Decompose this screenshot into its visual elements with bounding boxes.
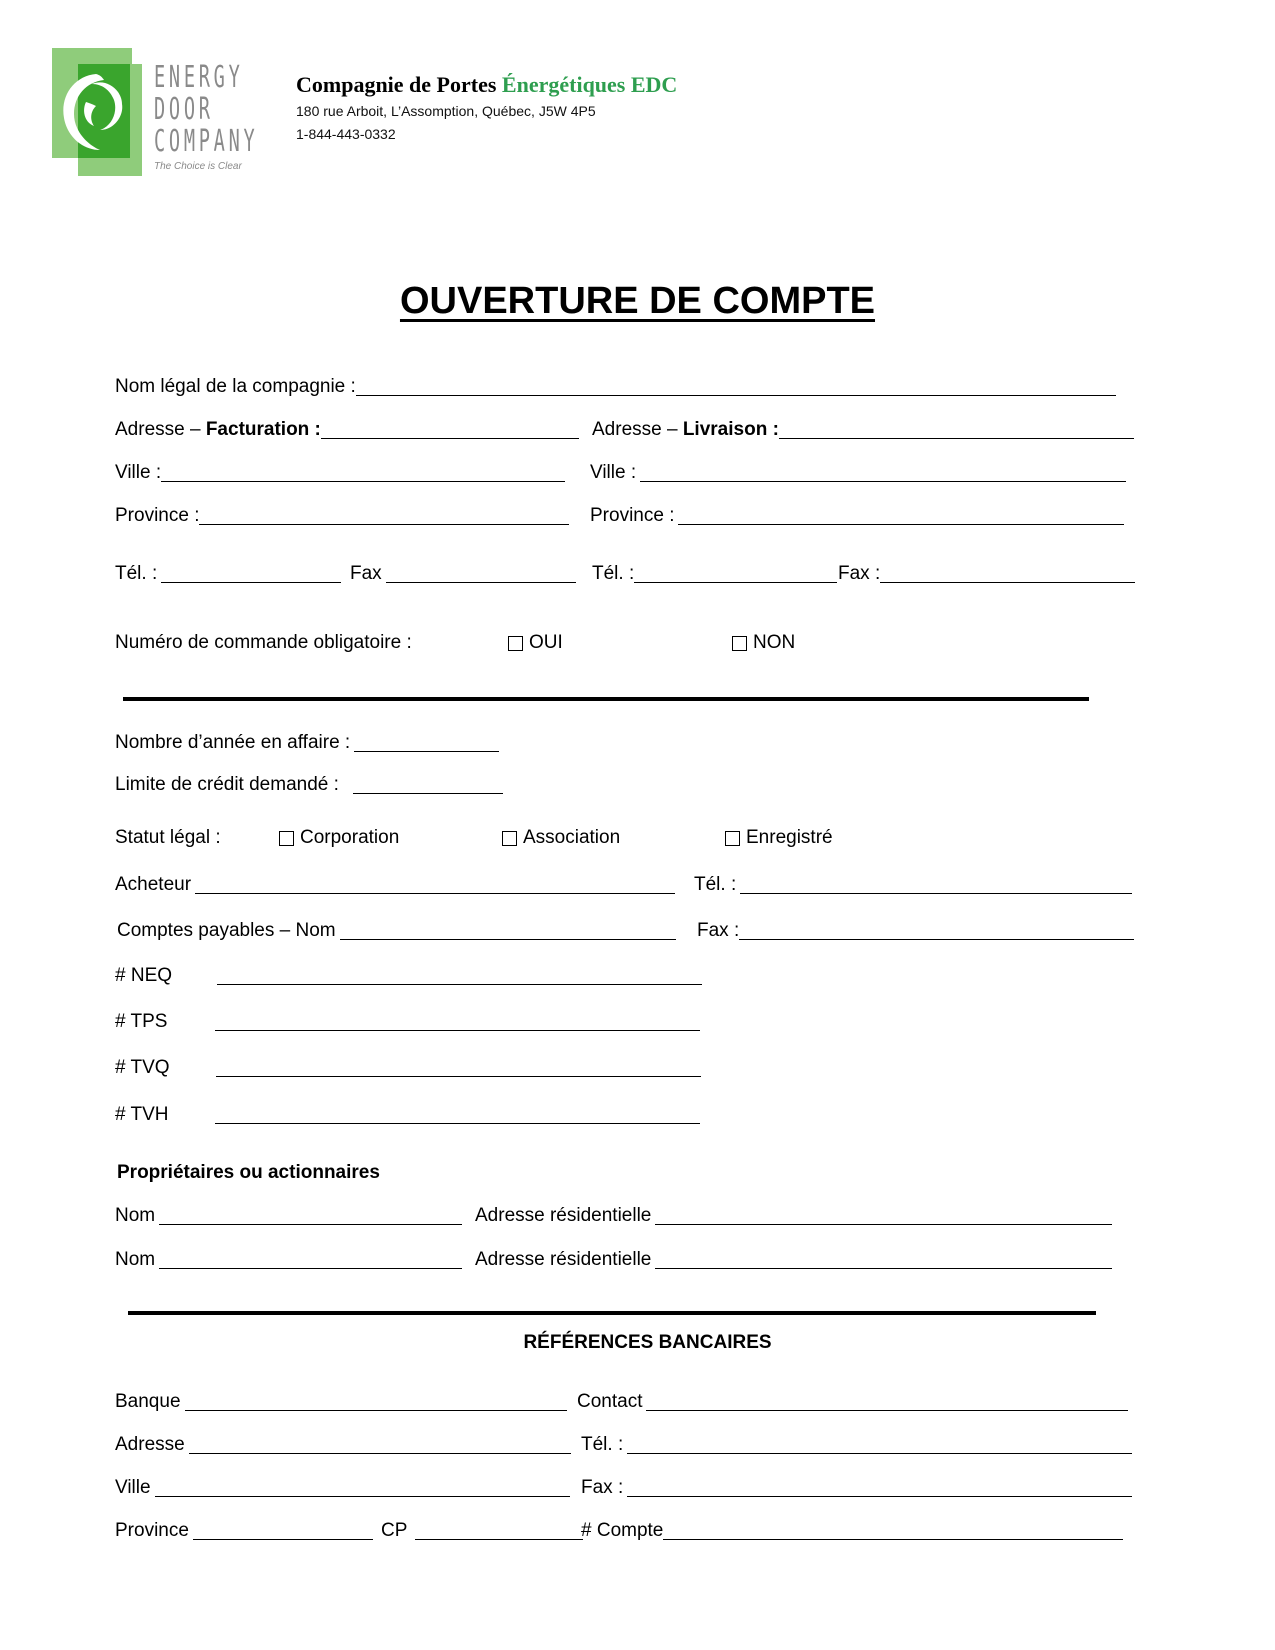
years-in-business-input[interactable] [354,733,499,752]
shipping-province-field [590,501,1124,527]
ap-fax-label: Fax : [697,920,740,941]
legal-status-association-checkbox[interactable] [502,827,620,849]
shipping-city-field [590,458,1126,484]
buyer-input[interactable] [195,875,675,894]
bank-contact-field [577,1387,1128,1413]
bank-postal-code-label: CP [381,1520,408,1541]
shipping-tel-input[interactable] [634,564,837,583]
swirl-icon [56,66,134,156]
checkbox-icon[interactable] [508,636,523,651]
association-label: Association [523,827,621,848]
enregistre-label: Enregistré [746,827,833,848]
checkbox-icon[interactable] [502,831,517,846]
tps-input[interactable] [215,1012,700,1031]
legal-name-label: Nom légal de la compagnie : [115,376,356,397]
po-oui-label: OUI [529,632,563,653]
po-non-label: NON [753,632,796,653]
billing-city-field [115,458,565,484]
buyer-tel-label: Tél. : [694,874,737,895]
section-divider [123,697,1089,701]
owner-address-label: Adresse résidentielle [475,1205,652,1226]
owner-2-address-input[interactable] [655,1250,1112,1269]
legal-name-input[interactable] [356,377,1116,396]
shipping-fax-field [838,559,1135,585]
bank-province-field [115,1516,373,1542]
shipping-fax-input[interactable] [880,564,1135,583]
billing-fax-field [350,559,576,585]
legal-status-label: Statut légal : [115,827,221,848]
tps-field [115,1007,700,1033]
bank-contact-input[interactable] [646,1392,1128,1411]
company-phone: 1-844-443-0332 [296,126,396,142]
shipping-address-input[interactable] [779,420,1134,439]
shipping-fax-label: Fax : [838,563,881,584]
shipping-city-label: Ville : [590,462,637,483]
shipping-province-label: Province : [590,505,675,526]
po-required-oui-checkbox[interactable] [508,632,563,654]
shipping-address-label: Adresse – Livraison : [592,419,779,440]
billing-province-label: Province : [115,505,200,526]
buyer-label: Acheteur [115,874,192,895]
billing-tel-input[interactable] [161,564,341,583]
neq-label: # NEQ [115,965,173,986]
years-in-business-field [115,728,499,754]
billing-tel-label: Tél. : [115,563,158,584]
po-required-non-checkbox[interactable] [732,632,795,654]
billing-fax-input[interactable] [386,564,576,583]
bank-postal-code-field [381,1516,583,1542]
checkbox-icon[interactable] [725,831,740,846]
neq-input[interactable] [217,966,702,985]
owner-name-label: Nom [115,1205,156,1226]
bank-tel-input[interactable] [627,1435,1132,1454]
logo-tagline: The Choice is Clear [154,161,242,172]
bank-account-field [581,1516,1123,1542]
tvq-label: # TVQ [115,1057,170,1078]
bank-tel-field [581,1430,1132,1456]
bank-tel-label: Tél. : [581,1434,624,1455]
company-address: 180 rue Arboit, L’Assomption, Québec, J5W 4P5 [296,103,596,119]
shipping-city-input[interactable] [640,463,1126,482]
tvq-input[interactable] [216,1058,701,1077]
bank-city-input[interactable] [155,1478,570,1497]
billing-province-field [115,501,569,527]
billing-city-label: Ville : [115,462,162,483]
shipping-tel-field [592,559,837,585]
po-required-field [115,628,412,654]
page-title-text: OUVERTURE DE COMPTE [399,280,876,322]
tvh-field [115,1100,700,1126]
legal-status-enregistre-checkbox[interactable] [725,827,833,849]
owner-2-name-field [115,1245,462,1271]
billing-city-input[interactable] [161,463,565,482]
logo-wordmark [154,60,259,159]
bank-name-field [115,1387,567,1413]
bank-city-label: Ville [115,1477,151,1498]
ap-name-field [117,916,676,942]
bank-fax-input[interactable] [627,1478,1132,1497]
tvh-label: # TVH [115,1104,169,1125]
billing-province-input[interactable] [199,506,569,525]
shipping-province-input[interactable] [678,506,1124,525]
company-name-part1: Compagnie de Portes [296,72,502,97]
section-divider [128,1311,1096,1315]
owner-2-name-input[interactable] [159,1250,462,1269]
ap-fax-field [697,916,1134,942]
neq-field [115,961,702,987]
checkbox-icon[interactable] [279,831,294,846]
credit-limit-input[interactable] [353,775,503,794]
buyer-tel-input[interactable] [740,875,1132,894]
bank-account-input[interactable] [663,1521,1123,1540]
buyer-field [115,870,675,896]
ap-fax-input[interactable] [739,921,1134,940]
logo-line-company: COMPANY [154,124,259,159]
legal-status-corporation-checkbox[interactable] [279,827,399,849]
legal-status-field [115,823,221,849]
po-required-label: Numéro de commande obligatoire : [115,632,412,653]
tvh-input[interactable] [215,1105,700,1124]
years-in-business-label: Nombre d’année en affaire : [115,732,351,753]
credit-limit-label: Limite de crédit demandé : [115,774,339,795]
bank-city-field [115,1473,570,1499]
bank-province-input[interactable] [193,1521,373,1540]
bank-address-label: Adresse [115,1434,185,1455]
billing-address-label: Adresse – Facturation : [115,419,321,440]
billing-address-input[interactable] [321,420,579,439]
bank-postal-code-input[interactable] [415,1521,583,1540]
owner-name-label: Nom [115,1249,156,1270]
logo-line-energy: ENERGY [154,60,244,95]
tps-label: # TPS [115,1011,168,1032]
owner-2-address-field [475,1245,1112,1271]
owner-1-name-field [115,1201,462,1227]
bank-address-input[interactable] [189,1435,571,1454]
owners-heading: Propriétaires ou actionnaires [117,1162,380,1183]
ap-name-input[interactable] [340,921,676,940]
bank-fax-label: Fax : [581,1477,624,1498]
shipping-tel-label: Tél. : [592,563,635,584]
logo-line-door: DOOR [154,92,214,127]
bank-fax-field [581,1473,1132,1499]
owner-address-label: Adresse résidentielle [475,1249,652,1270]
corporation-label: Corporation [300,827,400,848]
bank-name-input[interactable] [185,1392,567,1411]
bank-contact-label: Contact [577,1391,643,1412]
bank-account-label: # Compte [581,1520,664,1541]
owner-1-address-input[interactable] [655,1206,1112,1225]
bank-address-field [115,1430,571,1456]
shipping-address-field [592,415,1134,441]
legal-name-field [115,372,1116,398]
billing-tel-field [115,559,341,585]
owner-1-name-input[interactable] [159,1206,462,1225]
billing-address-field [115,415,579,441]
credit-limit-field [115,770,503,796]
bank-province-label: Province [115,1520,189,1541]
ap-name-label: Comptes payables – Nom [117,920,336,941]
company-name-part2: Énergétiques EDC [501,72,678,97]
company-name [296,72,677,98]
page-title [0,280,1275,323]
billing-fax-label: Fax [350,563,382,584]
bank-name-label: Banque [115,1391,181,1412]
buyer-tel-field [694,870,1132,896]
owner-1-address-field [475,1201,1112,1227]
checkbox-icon[interactable] [732,636,747,651]
bank-references-heading: RÉFÉRENCES BANCAIRES [523,1332,772,1353]
tvq-field [115,1053,701,1079]
